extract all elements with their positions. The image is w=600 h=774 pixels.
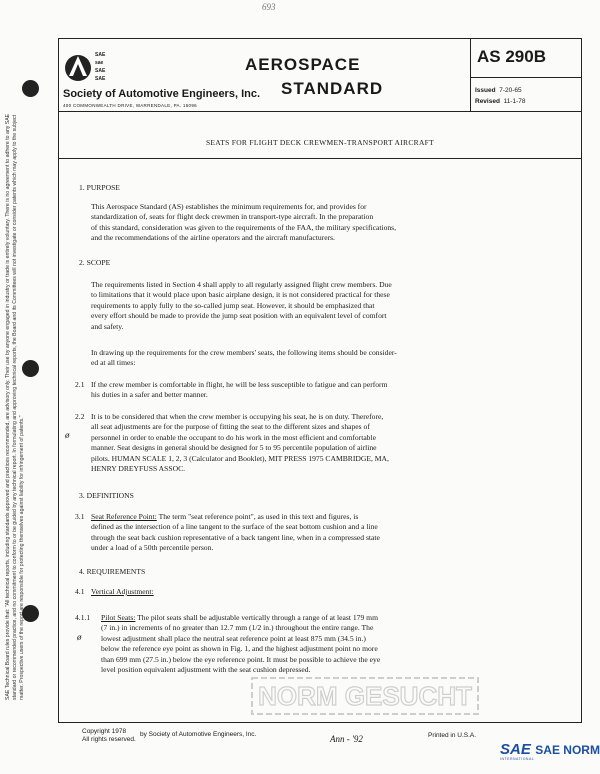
section-heading: 2. SCOPE	[79, 258, 111, 267]
document-id-box	[470, 39, 581, 111]
item-number: 4.1.1	[75, 613, 91, 622]
brand-logo: SAE	[500, 741, 531, 758]
section-heading: 1. PURPOSE	[79, 183, 120, 192]
header-standard: STANDARD	[281, 79, 384, 98]
paragraph: The requirements listed in Section 4 shall apply to all regularly assigned flight crew members. Due to limitations that it would place upon basic airplane design, it is not considered practical for these requirements to apply fully to the so-called jump seat. However, it should be emphasized that every effort should be made to provide the jump seat position with an equivalent level of comfort and safety.	[91, 280, 392, 331]
revised-date: Revised 11-1-78	[475, 98, 526, 105]
signature: Ann - '92	[330, 734, 363, 744]
document-header	[58, 38, 582, 112]
divider	[471, 77, 581, 78]
sae-norm-brand	[500, 741, 600, 761]
document-title: SEATS FOR FLIGHT DECK CREWMEN-TRANSPORT AIRCRAFT	[205, 138, 435, 147]
copyright-holder: by Society of Automotive Engineers, Inc.	[140, 731, 257, 738]
revision-mark: ø	[77, 632, 82, 642]
item-number: 4.1	[75, 587, 85, 596]
logo-text: sae	[95, 60, 104, 66]
paragraph: Pilot Seats: The pilot seats shall be adjustable vertically through a range of at least 179 mm (7 in.) in increments of no greater than 12.7 mm (1/2 in.) throughout the entire range. The lowest adjustment shall place the neutral seat reference point at least 875 mm (34.5 in.) below the reference eye point as shown in Fig. 1, and the highest adjustment point no more than 699 mm (27.5 in.) below the eye reference point. It must be possible to achieve the eye level position equivalent adjustment with the seat cushion depressed.	[101, 613, 381, 675]
paragraph: In drawing up the requirements for the crew members' seats, the following items should be consider- ed at all times:	[91, 348, 397, 368]
logo-text: SAE	[95, 52, 106, 58]
paragraph: Seat Reference Point: The term "seat reference point", as used in this text and figures, is defined as the intersection of a line tangent to the surface of the seat bottom cushion and a line through the seat back cushion representative of a back tangent line, when in a compressed state under a load of a 50th percentile person.	[91, 512, 380, 553]
paragraph: It is to be considered that when the crew member is occupying his seat, he is on duty. Therefore, all seat adjustments are for the purpose of fitting the seat to the different sizes and shapes of personnel in order to enable the occupant to do his work in the most efficient and comfortable manner. Seat designs in general should be designed for 5 to 95 percentile population of airline pilots. HUMAN SCALE 1, 2, 3 (Calculator and Booklet), MIT PRESS 1975 CAMBRIDGE, MA, HENRY DREYFUSS ASSOC.	[91, 412, 389, 474]
revision-mark: ø	[65, 430, 70, 440]
organization-address: 400 COMMONWEALTH DRIVE, WARRENDALE, PA. 15096	[63, 103, 197, 108]
printed-in: Printed in U.S.A.	[428, 732, 477, 739]
sae-logo	[63, 46, 119, 90]
logo-text: SAE	[95, 76, 106, 82]
binder-hole	[22, 80, 39, 97]
brand-name: SAE NORM	[535, 743, 600, 757]
issued-date: Issued 7-20-65	[475, 87, 522, 94]
handwritten-number: 693	[262, 2, 276, 12]
section-heading: 4. REQUIREMENTS	[79, 567, 146, 576]
subsection-title: Vertical Adjustment:	[91, 587, 154, 596]
paragraph: If the crew member is comfortable in flight, he will be less susceptible to fatigue and can perform his duties in a safer and better manner.	[91, 380, 388, 400]
organization-name: Society of Automotive Engineers, Inc.	[63, 88, 261, 100]
svg-text:NORM GESUCHT: NORM GESUCHT	[258, 681, 472, 711]
header-aerospace: AEROSPACE	[245, 55, 361, 74]
section-heading: 3. DEFINITIONS	[79, 491, 134, 500]
divider	[59, 158, 581, 159]
item-number: 3.1	[75, 512, 85, 521]
faint-stamp	[250, 676, 480, 716]
brand-sub: INTERNATIONAL	[500, 757, 535, 761]
paragraph: This Aerospace Standard (AS) establishes the minimum requirements for, and provides for standardization of, seats for flight deck crewmen in transport-type aircraft. In the preparation of this standard, consideration was given to the requirements of the FAA, the military specifications, and the recommendations of the airline operators and the aircraft manufacturers.	[91, 202, 397, 243]
copyright: Copyright 1978 All rights reserved.	[82, 728, 136, 743]
sae-disclaimer: SAE Technical Board rules provide that: "All technical reports, including standards approved and practices recommended, are advisory only. Their use by anyone engaged in industry or trade is entirely voluntary. There is no agreement to adhere to any SAE standard or recommended practice, and no commitment to conform to or be guided by any technical report. In formulating and approving technical reports, the Board and its Committees will not investigate or consider patents which may apply to the subject matter. Prospective users of the report are responsible for protecting themselves against liability for infringement of patents."	[5, 113, 25, 700]
item-number: 2.2	[75, 412, 85, 421]
document-number: AS 290B	[477, 47, 546, 66]
item-number: 2.1	[75, 380, 85, 389]
document-body	[58, 110, 582, 723]
logo-text: SAE	[95, 68, 106, 74]
